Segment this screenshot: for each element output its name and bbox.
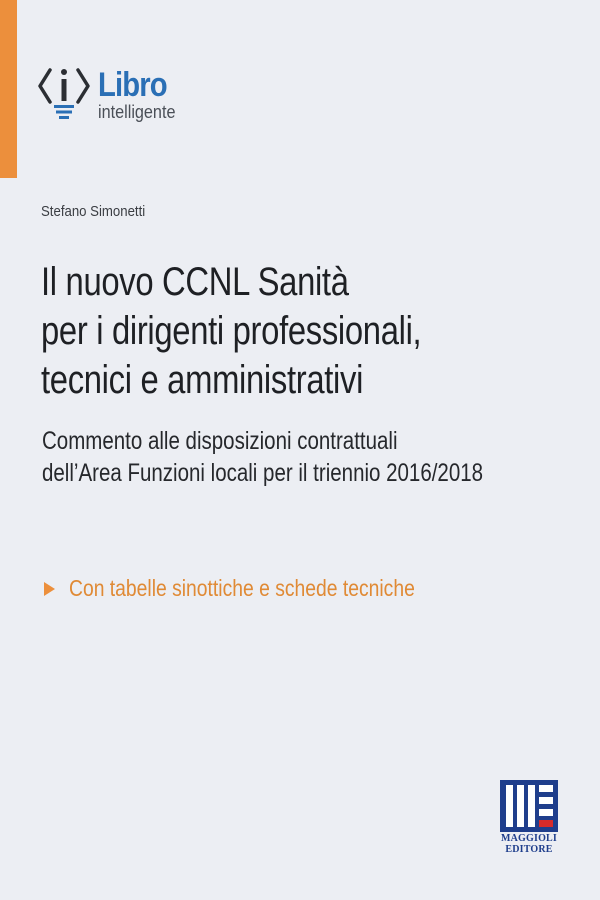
title-line: tecnici e amministrativi	[41, 358, 364, 402]
title-line: Il nuovo CCNL Sanità	[41, 260, 349, 304]
publisher-logo	[500, 780, 560, 860]
i-bracket-lightbulb-icon	[38, 62, 98, 122]
subtitle-line: Commento alle disposizioni contrattuali	[42, 427, 398, 455]
series-logo	[38, 62, 198, 132]
publisher-name	[500, 833, 558, 855]
title-line: per i dirigenti professionali,	[41, 309, 422, 353]
triangle-right-icon	[44, 582, 55, 596]
book-title	[41, 258, 549, 405]
subtitle-line: dell’Area Funzioni locali per il triennio 2016/2018	[42, 459, 484, 487]
feature-text: Con tabelle sinottiche e schede tecniche	[69, 575, 415, 601]
publisher-name-line2: EDITORE	[505, 844, 553, 855]
author-name: Stefano Simonetti	[41, 203, 146, 220]
orange-accent-bar	[0, 0, 17, 178]
maggioli-mark-icon	[500, 780, 558, 832]
series-brand-name: Libro	[98, 66, 167, 104]
publisher-name-line1: MAGGIOLI	[500, 833, 558, 844]
book-subtitle	[42, 425, 550, 489]
series-brand-sub: intelligente	[98, 102, 176, 122]
